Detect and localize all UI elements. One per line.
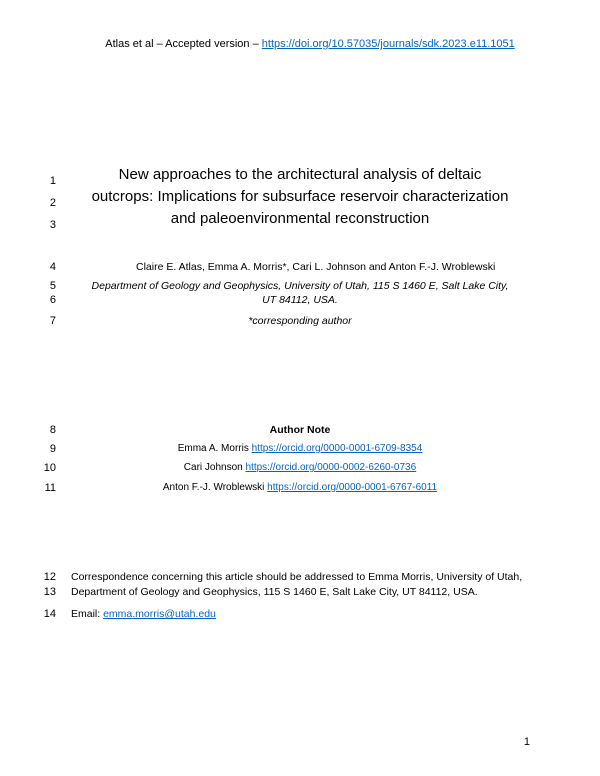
line-number: 1 (49, 175, 56, 187)
orcid-name: Anton F.-J. Wroblewski (162, 482, 268, 493)
line-number: 10 (43, 462, 56, 474)
line-number: 14 (43, 608, 56, 620)
orcid-link[interactable]: https://orcid.org/0000-0002-6260-0736 (245, 462, 417, 473)
affiliation-line-2: UT 84112, USA. (262, 294, 338, 306)
correspondence-line-1: Correspondence concerning this article should be addressed to Emma Morris, University of Utah, (71, 571, 523, 583)
orcid-name: Emma A. Morris (177, 443, 252, 454)
line-number: 2 (49, 197, 56, 209)
email-line (71, 608, 216, 620)
line-number: 5 (49, 280, 56, 292)
email-link[interactable]: emma.morris@utah.edu (103, 608, 216, 620)
line-number: 4 (49, 261, 56, 273)
orcid-entry (60, 482, 540, 493)
orcid-entry (60, 443, 540, 454)
author-note-heading: Author Note (269, 424, 331, 436)
header-prefix: Atlas et al – Accepted version – (105, 38, 262, 50)
affiliation-line-1: Department of Geology and Geophysics, University of Utah, 115 S 1460 E, Salt Lake City, (91, 280, 509, 292)
correspondence-line-2: Department of Geology and Geophysics, 115 S 1460 E, Salt Lake City, UT 84112, USA. (71, 586, 478, 598)
paper-title-line-1: New approaches to the architectural analysis of deltaic (118, 166, 482, 183)
line-number: 7 (49, 315, 56, 327)
line-number: 3 (49, 219, 56, 231)
orcid-link[interactable]: https://orcid.org/0000-0001-6767-6011 (267, 482, 438, 493)
line-number: 11 (44, 482, 56, 494)
running-header (0, 38, 600, 50)
page-number: 1 (523, 736, 530, 748)
paper-title-line-2: outcrops: Implications for subsurface reservoir characterization (91, 188, 509, 205)
line-number: 13 (43, 586, 56, 598)
orcid-entry (60, 462, 540, 473)
line-number: 6 (49, 294, 56, 306)
orcid-name: Cari Johnson (183, 462, 246, 473)
orcid-link[interactable]: https://orcid.org/0000-0001-6709-8354 (251, 443, 423, 454)
line-number: 9 (49, 443, 56, 455)
author-list: Claire E. Atlas, Emma A. Morris*, Cari L. Johnson and Anton F.-J. Wroblewski (136, 261, 496, 273)
doi-link[interactable]: https://doi.org/10.57035/journals/sdk.2023.e11.1051 (261, 38, 515, 50)
corresponding-author-note: *corresponding author (248, 315, 352, 327)
email-label: Email: (71, 608, 104, 620)
paper-title-line-3: and paleoenvironmental reconstruction (170, 210, 430, 227)
line-number: 8 (49, 424, 56, 436)
line-number: 12 (43, 571, 56, 583)
